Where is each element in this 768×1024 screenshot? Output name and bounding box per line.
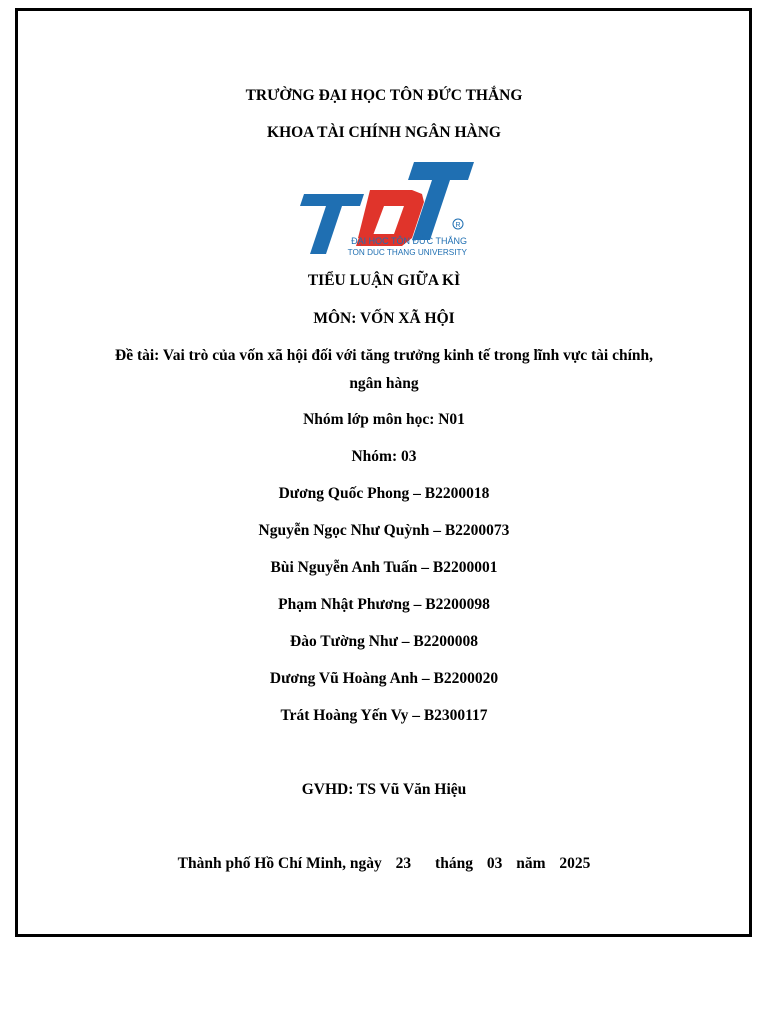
date-year: 2025 [559, 855, 591, 872]
member-3: Bùi Nguyễn Anh Tuấn – B2200001 [270, 559, 498, 576]
member-7: Trát Hoàng Yến Vy – B2300117 [280, 707, 488, 724]
member-6: Dương Vũ Hoàng Anh – B2200020 [269, 670, 499, 687]
member-1: Dương Quốc Phong – B2200018 [278, 485, 490, 502]
date-year-label: năm [516, 855, 546, 872]
logo-text-en: TON DUC THANG UNIVERSITY [347, 248, 467, 257]
topic-line-2: ngân hàng [349, 375, 419, 392]
date-prefix: Thành phố Hồ Chí Minh, ngày [177, 855, 382, 872]
tdt-logo [290, 160, 476, 260]
svg-text:R: R [455, 222, 461, 229]
date-month-label: tháng [435, 855, 473, 872]
date-month: 03 [486, 855, 503, 872]
member-5: Đào Tường Như – B2200008 [290, 633, 478, 650]
date-day: 23 [395, 855, 412, 872]
group-number: Nhóm: 03 [351, 448, 417, 465]
advisor: GVHD: TS Vũ Văn Hiệu [301, 781, 467, 798]
logo-text-vi: ĐẠI HỌC TÔN ĐỨC THẮNG [351, 236, 467, 246]
topic-line-1: Đề tài: Vai trò của vốn xã hội đối với tăng trưởng kinh tế trong lĩnh vực tài chính, [115, 347, 653, 364]
member-2: Nguyễn Ngọc Như Quỳnh – B2200073 [258, 522, 510, 539]
report-type: TIỂU LUẬN GIỮA KÌ [307, 272, 461, 289]
university-name: TRƯỜNG ĐẠI HỌC TÔN ĐỨC THẮNG [245, 87, 523, 104]
subject: MÔN: VỐN XÃ HỘI [313, 310, 455, 327]
date-line [0, 854, 768, 874]
faculty-name: KHOA TÀI CHÍNH NGÂN HÀNG [267, 124, 501, 141]
class-group: Nhóm lớp môn học: N01 [303, 411, 465, 428]
member-4: Phạm Nhật Phương – B2200098 [278, 596, 490, 613]
